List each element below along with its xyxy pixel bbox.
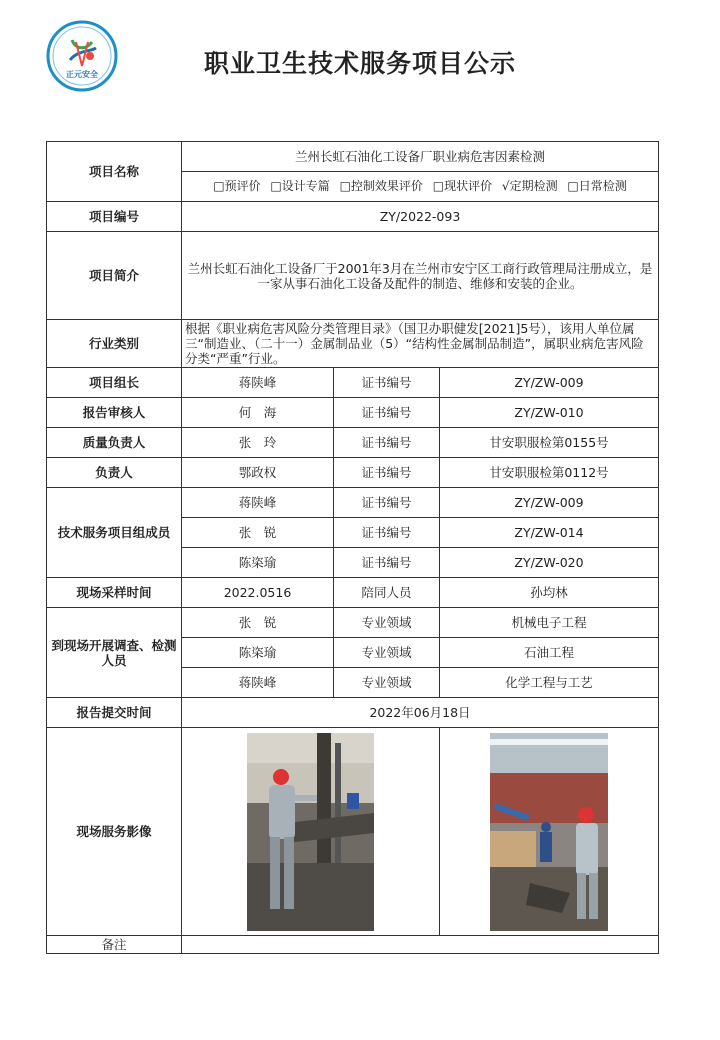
cert-label: 证书编号: [334, 398, 440, 428]
report-date: 2022年06月18日: [182, 698, 659, 728]
photos-label: 现场服务影像: [47, 728, 182, 936]
project-number: ZY/2022-093: [182, 202, 659, 232]
members-label: 技术服务项目组成员: [47, 488, 182, 578]
option-periodic-detection: √定期检测: [501, 179, 558, 193]
info-table: [46, 141, 659, 954]
industry-label: 行业类别: [47, 320, 182, 368]
quality-cert: 甘安职服检第0155号: [440, 428, 659, 458]
project-intro: 兰州长虹石油化工设备厂于2001年3月在兰州市安宁区工商行政管理局注册成立，是一家从事石油化工设备及配件的制造、维修和安装的企业。: [182, 232, 659, 320]
head-cert: 甘安职服检第0112号: [440, 458, 659, 488]
member-cert: ZY/ZW-014: [440, 518, 659, 548]
industry-category: 根据《职业病危害风险分类管理目录》（国卫办职健发[2021]5号），该用人单位属三“制造业、（二十一）金属制品业（5）“结构性金属制品制造”，属职业病危害风险分类“严重”行业。: [182, 320, 659, 368]
reviewer-name: 何 海: [182, 398, 334, 428]
survey-staff-field: 石油工程: [440, 638, 659, 668]
option-control-effect: □控制效果评价: [339, 179, 423, 193]
option-status-evaluation: □现状评价: [432, 179, 493, 193]
reviewer-cert: ZY/ZW-010: [440, 398, 659, 428]
report-date-label: 报告提交时间: [47, 698, 182, 728]
member-cert: ZY/ZW-009: [440, 488, 659, 518]
survey-staff-label: 到现场开展调查、检测人员: [47, 608, 182, 698]
companion-name: 孙均林: [440, 578, 659, 608]
option-pre-evaluation: □预评价: [213, 179, 261, 193]
cert-label: 证书编号: [334, 428, 440, 458]
remarks-label: 备注: [47, 936, 182, 954]
project-name: 兰州长虹石油化工设备厂职业病危害因素检测: [182, 142, 659, 172]
cert-label: 证书编号: [334, 368, 440, 398]
member-name: 张 锐: [182, 518, 334, 548]
member-cert: ZY/ZW-020: [440, 548, 659, 578]
companion-label: 陪同人员: [334, 578, 440, 608]
survey-staff-name: 张 锐: [182, 608, 334, 638]
sampling-time-label: 现场采样时间: [47, 578, 182, 608]
project-number-label: 项目编号: [47, 202, 182, 232]
leader-label: 项目组长: [47, 368, 182, 398]
cert-label: 证书编号: [334, 548, 440, 578]
field-label: 专业领域: [334, 668, 440, 698]
option-design: □设计专篇: [270, 179, 330, 193]
member-name: 陈栥瑜: [182, 548, 334, 578]
project-name-label: 项目名称: [47, 142, 182, 202]
option-daily-detection: □日常检测: [567, 179, 627, 193]
leader-cert: ZY/ZW-009: [440, 368, 659, 398]
photo-cell-left: [182, 728, 440, 936]
worker-photo-left: [247, 733, 374, 931]
quality-name: 张 玲: [182, 428, 334, 458]
remarks-value: [182, 936, 659, 954]
field-label: 专业领域: [334, 638, 440, 668]
survey-staff-field: 化学工程与工艺: [440, 668, 659, 698]
member-name: 蒋陕峰: [182, 488, 334, 518]
field-label: 专业领域: [334, 608, 440, 638]
quality-label: 质量负责人: [47, 428, 182, 458]
survey-staff-name: 蒋陕峰: [182, 668, 334, 698]
sampling-time: 2022.0516: [182, 578, 334, 608]
evaluation-type-options: [182, 172, 659, 202]
cert-label: 证书编号: [334, 458, 440, 488]
survey-staff-field: 机械电子工程: [440, 608, 659, 638]
page-title: 职业卫生技术服务项目公示: [203, 49, 516, 78]
photo-cell-right: [440, 728, 659, 936]
reviewer-label: 报告审核人: [47, 398, 182, 428]
project-intro-label: 项目简介: [47, 232, 182, 320]
head-label: 负责人: [47, 458, 182, 488]
cert-label: 证书编号: [334, 518, 440, 548]
worker-photo-right: [490, 733, 608, 931]
leader-name: 蒋陕峰: [182, 368, 334, 398]
head-name: 鄂政权: [182, 458, 334, 488]
cert-label: 证书编号: [334, 488, 440, 518]
logo-text: 正元安全: [66, 70, 98, 79]
survey-staff-name: 陈栥瑜: [182, 638, 334, 668]
